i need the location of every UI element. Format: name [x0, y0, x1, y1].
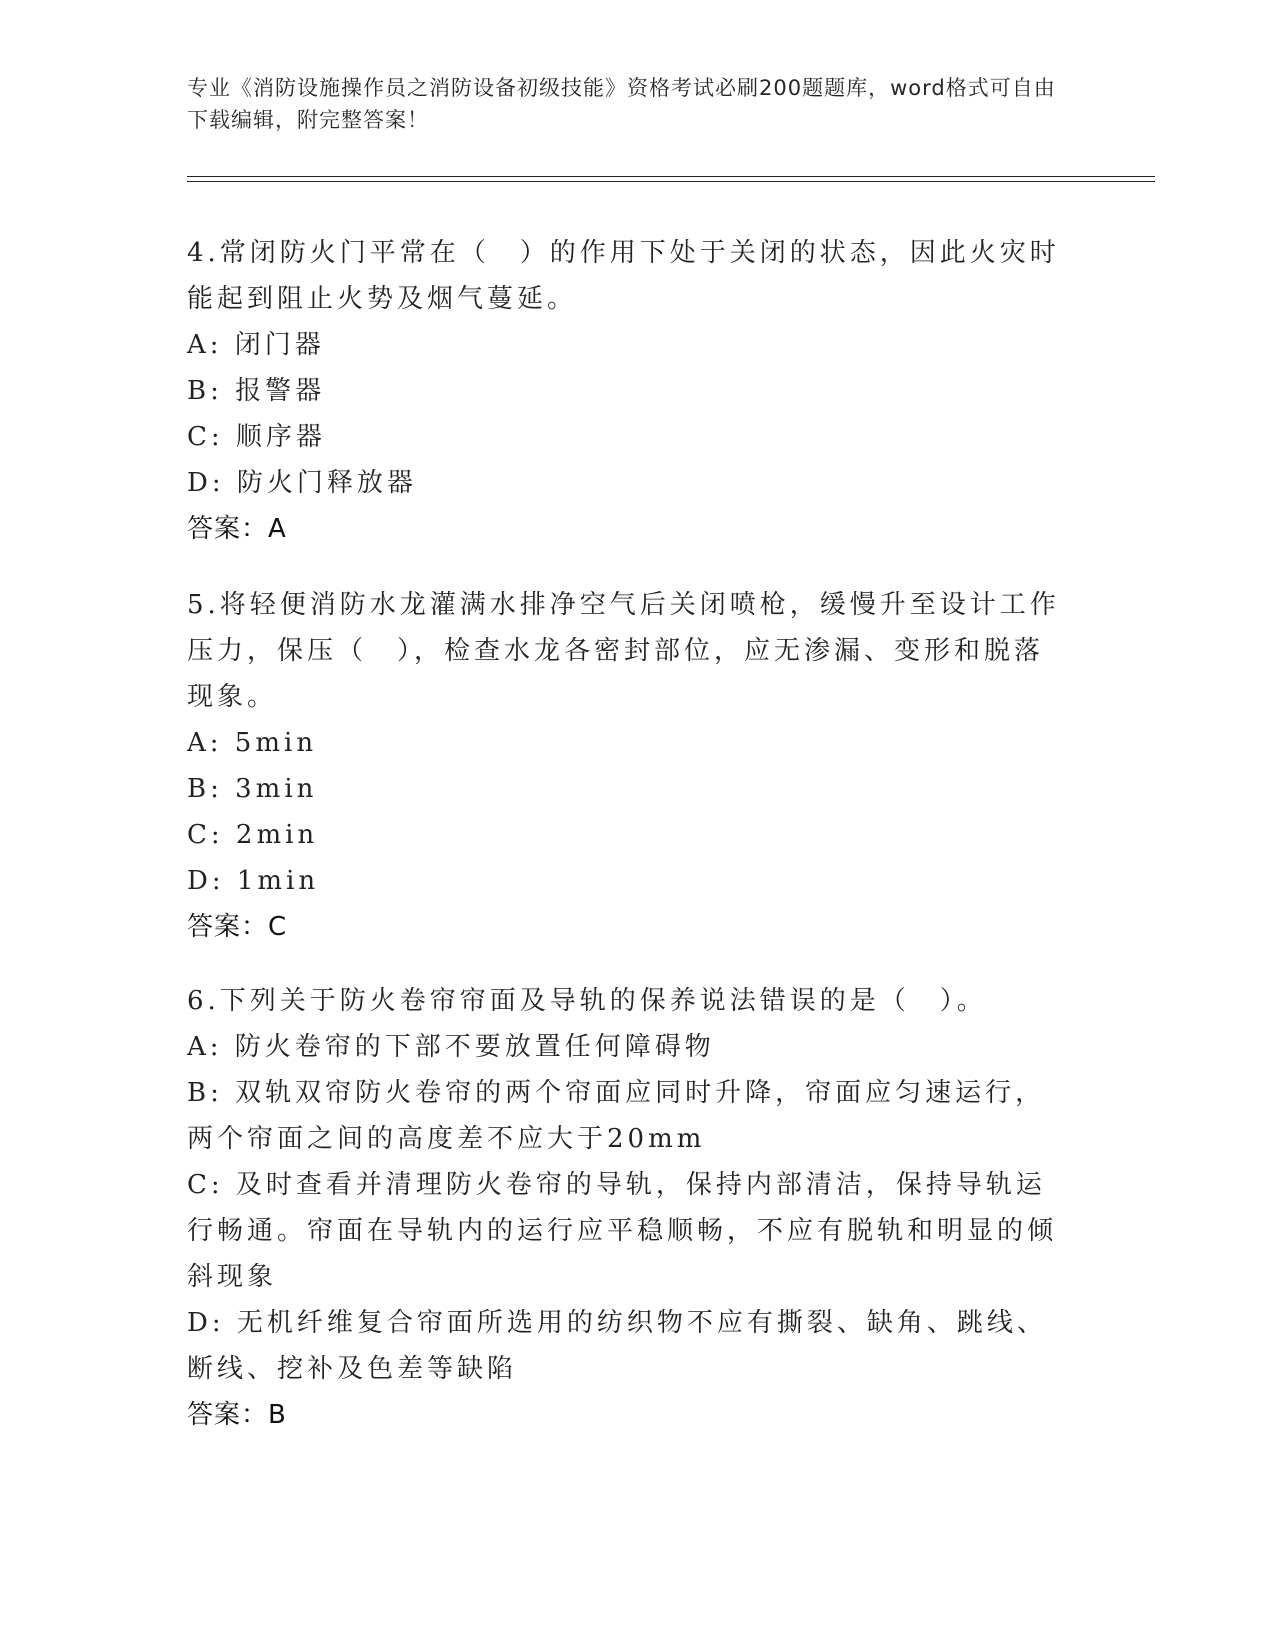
question-stem: 4.常闭防火门平常在（ ）的作用下处于关闭的状态，因此火灾时能起到阻止火势及烟气蔓延。: [187, 238, 1060, 314]
option-b: B: 报警器: [187, 376, 326, 406]
answer-label: 答案：B: [187, 1400, 287, 1430]
option-a: A: 防火卷帘的下部不要放置任何障碍物: [187, 1032, 715, 1062]
question-6: [187, 978, 1067, 1438]
option-c: C: 2min: [187, 820, 319, 850]
option-d: D: 无机纤维复合帘面所选用的纺织物不应有撕裂、缺角、跳线、断线、挖补及色差等缺陷: [187, 1308, 1047, 1384]
option-b: B: 双轨双帘防火卷帘的两个帘面应同时升降，帘面应匀速运行，两个帘面之间的高度差不应大于20mm: [187, 1078, 1046, 1154]
option-c: C: 及时查看并清理防火卷帘的导轨，保持内部清洁，保持导轨运行畅通。帘面在导轨内的运行应平稳顺畅，不应有脱轨和明显的倾斜现象: [187, 1170, 1058, 1292]
option-a: A: 闭门器: [187, 330, 325, 360]
option-a: A: 5min: [187, 728, 318, 758]
answer-label: 答案：A: [187, 514, 287, 544]
question-4: [187, 230, 1067, 552]
question-stem: 5.将轻便消防水龙灌满水排净空气后关闭喷枪，缓慢升至设计工作压力，保压（ ），检查水龙各密封部位，应无渗漏、变形和脱落现象。: [187, 590, 1060, 712]
option-b: B: 3min: [187, 774, 318, 804]
option-c: C: 顺序器: [187, 422, 326, 452]
question-5: [187, 582, 1067, 950]
answer-label: 答案：C: [187, 912, 288, 942]
document-header: 专业《消防设施操作员之消防设备初级技能》资格考试必刷200题题库，word格式可自由下载编辑，附完整答案！: [187, 76, 1056, 132]
header-divider-bottom: [187, 181, 1155, 182]
option-d: D: 防火门释放器: [187, 468, 417, 498]
option-d: D: 1min: [187, 866, 320, 896]
header-divider-top: [187, 176, 1155, 177]
question-stem: 6.下列关于防火卷帘帘面及导轨的保养说法错误的是（ ）。: [187, 986, 987, 1016]
